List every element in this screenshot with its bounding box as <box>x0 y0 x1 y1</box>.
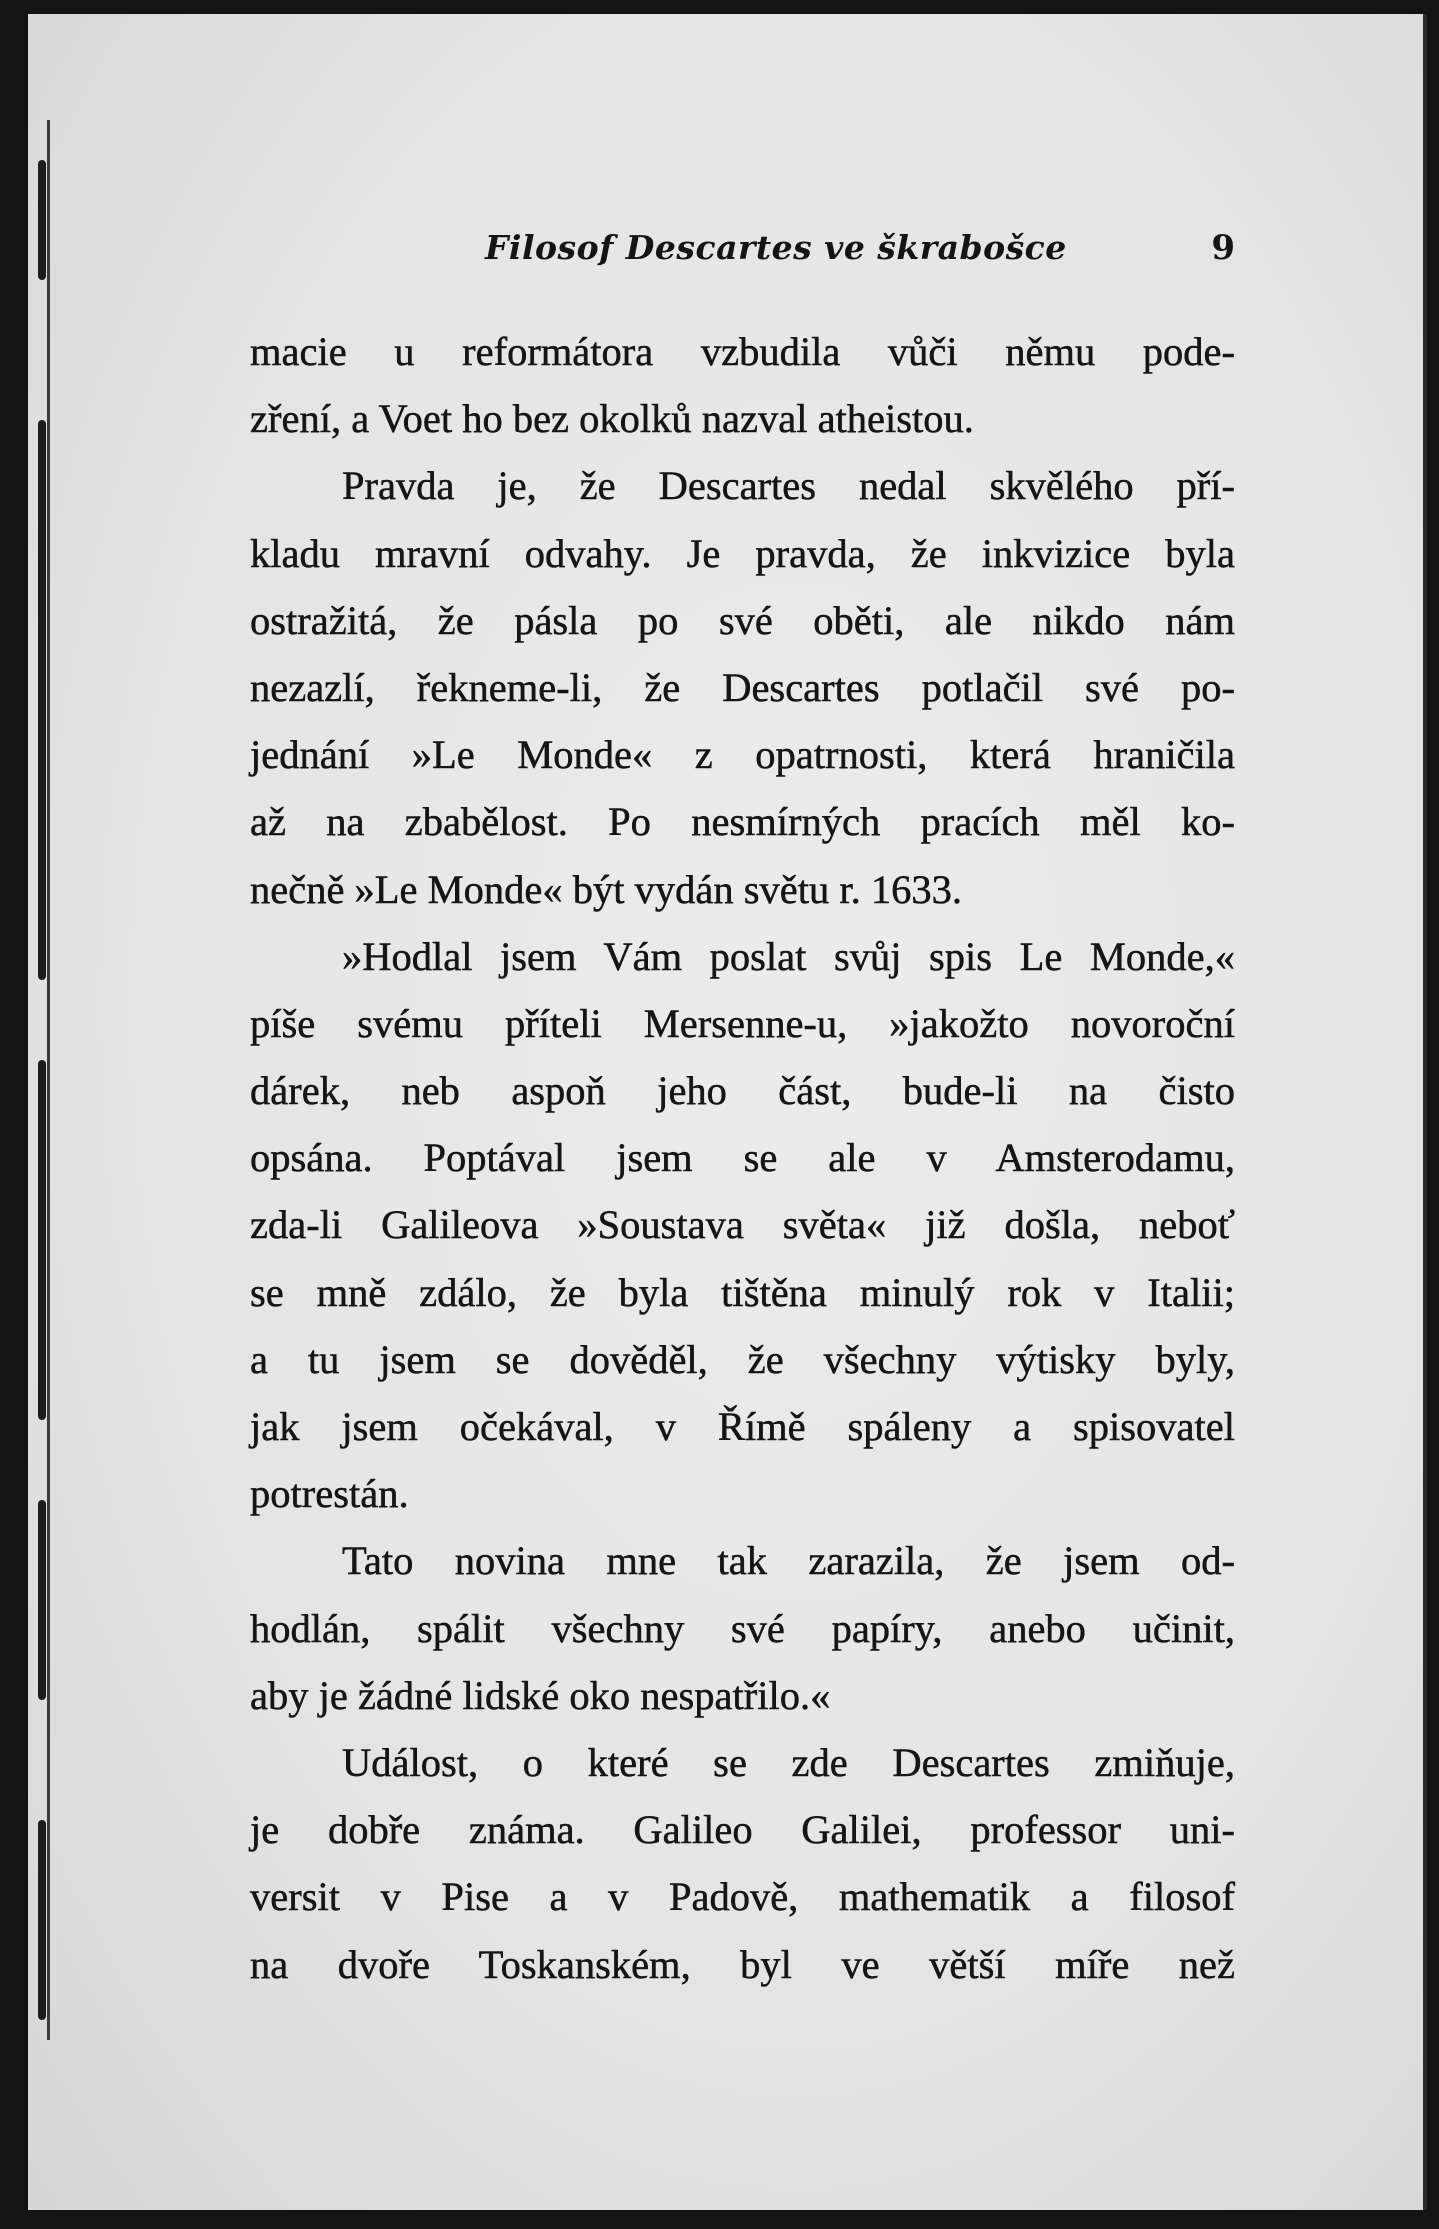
text-line: Pravda je, že Descartes nedal skvělého pří- <box>342 463 1235 509</box>
binding-mark <box>38 1820 46 2020</box>
running-header <box>250 228 1235 288</box>
text-line: dárek, neb aspoň jeho část, bude-li na čisto <box>250 1068 1235 1114</box>
body-text <box>250 318 1235 1998</box>
text-line: až na zbabělost. Po nesmírných pracích měl ko- <box>250 799 1235 845</box>
text-line: kladu mravní odvahy. Je pravda, že inkvizice byla <box>250 530 1235 576</box>
binding-mark <box>38 1060 46 1420</box>
binding-mark <box>38 1500 46 1700</box>
text-line: »Hodlal jsem Vám poslat svůj spis Le Monde,« <box>342 933 1235 979</box>
binding-mark <box>38 160 46 280</box>
text-line: zření, a Voet ho bez okolků nazval atheistou. <box>250 396 974 442</box>
text-line: se mně zdálo, že byla tištěna minulý rok v Italii; <box>250 1269 1235 1315</box>
text-line: jak jsem očekával, v Římě spáleny a spisovatel <box>250 1404 1235 1449</box>
text-line: nezazlí, řekneme-li, že Descartes potlačil své po- <box>250 664 1235 710</box>
text-line: ostražitá, že pásla po své oběti, ale nikdo nám <box>250 597 1235 643</box>
text-line: hodlán, spálit všechny své papíry, anebo učinit, <box>250 1605 1235 1651</box>
text-line: zda-li Galileova »Soustava světa« již došla, neboť <box>250 1202 1235 1248</box>
binding-mark <box>38 420 46 980</box>
text-line: potrestán. <box>250 1471 409 1517</box>
running-title: Filosof Descartes ve škrabošce <box>485 228 1067 267</box>
binding-gutter <box>34 120 52 2040</box>
text-line: Tato novina mne tak zarazila, že jsem od- <box>342 1538 1235 1584</box>
text-line: na dvoře Toskanském, byl ve větší míře než <box>250 1941 1235 1987</box>
text-line: opsána. Poptával jsem se ale v Amsterodamu, <box>250 1135 1235 1181</box>
text-line: a tu jsem se dověděl, že všechny výtisky byly, <box>250 1336 1235 1382</box>
text-line: Událost, o které se zde Descartes zmiňuje, <box>342 1739 1235 1785</box>
text-line: píše svému příteli Mersenne-u, »jakožto novoroční <box>250 1000 1235 1046</box>
text-line: jednání »Le Monde« z opatrnosti, která hraničila <box>250 732 1235 778</box>
text-line: nečně »Le Monde« být vydán světu r. 1633. <box>250 866 962 912</box>
text-line: macie u reformátora vzbudila vůči němu pode- <box>250 329 1235 374</box>
page-number: 9 <box>1211 228 1235 268</box>
page-edge-line <box>47 120 50 2040</box>
text-line: je dobře známa. Galileo Galilei, professor uni- <box>250 1807 1235 1853</box>
text-line: aby je žádné lidské oko nespatřilo.« <box>250 1672 831 1718</box>
text-line: versit v Pise a v Padově, mathematik a filosof <box>250 1874 1235 1920</box>
